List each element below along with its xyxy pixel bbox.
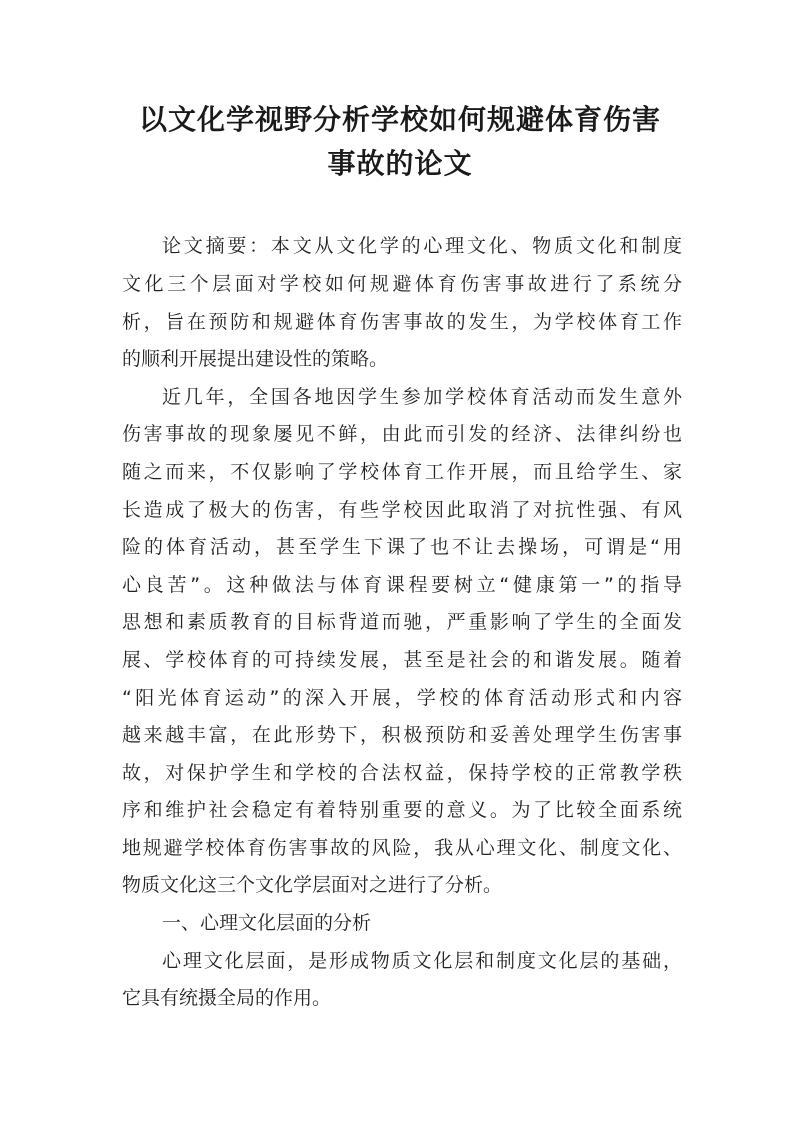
paragraph-line: 地规避学校体育伤害事故的风险，我从心理文化、制度文化、 xyxy=(122,837,682,859)
paragraph-line: 长造成了极大的伤害，有些学校因此取消了对抗性强、有风 xyxy=(122,499,682,521)
abstract-line: 文化三个层面对学校如何规避体育伤害事故进行了系统分 xyxy=(122,273,682,295)
document-title-line-2: 事故的论文 xyxy=(327,147,473,180)
paragraph-line: 随之而来，不仅影响了学校体育工作开展，而且给学生、家 xyxy=(122,461,682,483)
paragraph-line: 序和维护社会稳定有着特别重要的意义。为了比较全面系统 xyxy=(122,799,682,821)
abstract-line: 论文摘要：本文从文化学的心理文化、物质文化和制度 xyxy=(162,235,682,257)
paragraph-line: 故，对保护学生和学校的合法权益，保持学校的正常教学秩 xyxy=(122,762,682,784)
paragraph-line: “阳光体育运动”的深入开展，学校的体育活动形式和内容 xyxy=(122,687,682,709)
section-heading: 一、心理文化层面的分析 xyxy=(162,912,372,934)
paragraph-line: 它具有统摄全局的作用。 xyxy=(122,987,332,1009)
paragraph-line: 心理文化层面，是形成物质文化层和制度文化层的基础， xyxy=(162,950,682,972)
paragraph-line: 思想和素质教育的目标背道而驰，严重影响了学生的全面发 xyxy=(122,611,682,633)
paragraph-line: 伤害事故的现象屡见不鲜，由此而引发的经济、法律纠纷也 xyxy=(122,423,682,445)
document-title-line-1: 以文化学视野分析学校如何规避体育伤害 xyxy=(138,103,661,136)
paragraph-line: 心良苦”。这种做法与体育课程要树立“健康第一”的指导 xyxy=(122,574,682,596)
abstract-line: 的顺利开展提出建设性的策略。 xyxy=(122,348,389,370)
paragraph-line: 越来越丰富，在此形势下，积极预防和妥善处理学生伤害事 xyxy=(122,724,682,746)
paragraph-line: 险的体育活动，甚至学生下课了也不让去操场，可谓是“用 xyxy=(122,536,682,558)
abstract-line: 析，旨在预防和规避体育伤害事故的发生，为学校体育工作 xyxy=(122,311,682,333)
paragraph-line: 近几年，全国各地因学生参加学校体育活动而发生意外 xyxy=(162,386,682,408)
paragraph-line: 物质文化这三个文化学层面对之进行了分析。 xyxy=(122,874,503,896)
paragraph-line: 展、学校体育的可持续发展，甚至是社会的和谐发展。随着 xyxy=(122,649,682,671)
